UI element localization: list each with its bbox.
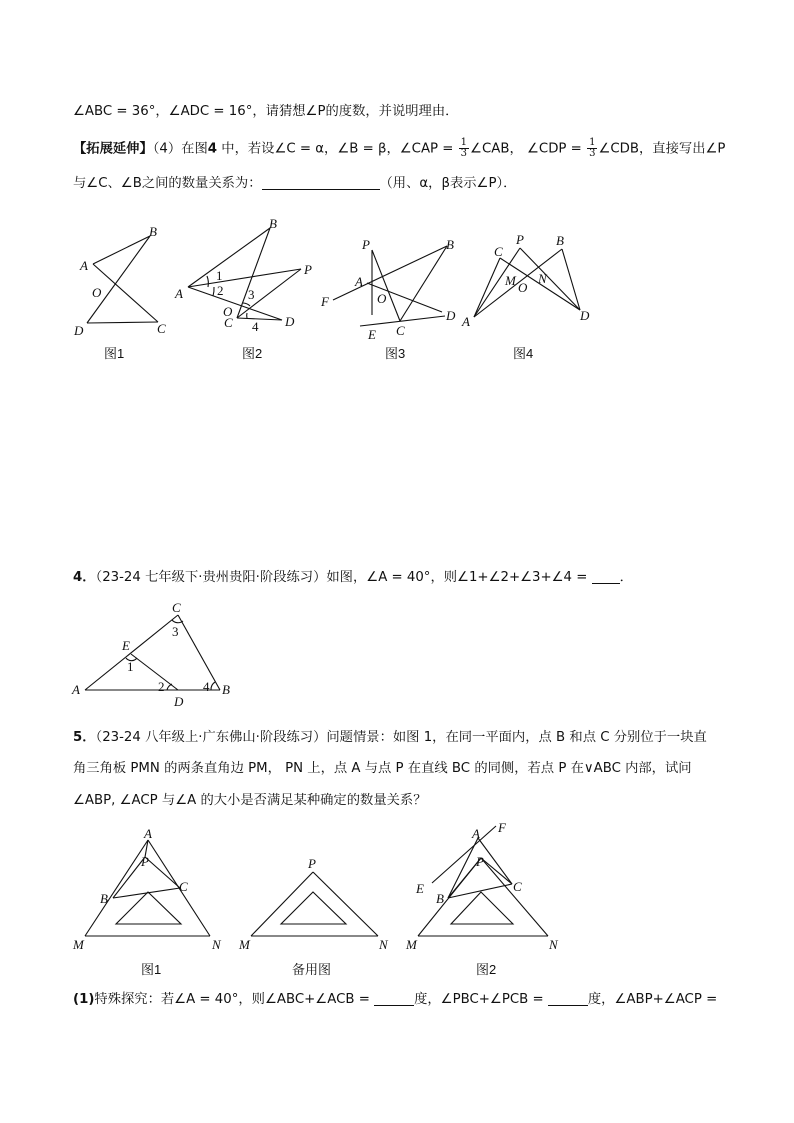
label-P: P — [362, 237, 370, 252]
label-D: D — [74, 323, 84, 338]
q5-source: （23-24 八年级上·广东佛山·阶段练习） — [95, 730, 327, 745]
label-D: D — [174, 694, 184, 709]
label-A: A — [472, 826, 480, 841]
extension-tag: 【拓展延伸】 — [73, 141, 153, 157]
label-A: A — [175, 286, 183, 301]
part1-tag: (1) — [73, 992, 95, 1007]
label-A: A — [355, 274, 363, 289]
q3-line2-d: ∠CAB， ∠CDP = — [470, 141, 587, 157]
q5-line3: ∠ABP, ∠ACP 与∠A 的大小是否满足某种确定的数量关系？ — [73, 793, 427, 808]
label-B: B — [100, 891, 108, 906]
figure-q4 — [0, 595, 794, 710]
answer-blank-q4[interactable] — [592, 569, 620, 584]
label-B: B — [446, 237, 454, 252]
label-N: N — [379, 937, 388, 952]
q5-spare-caption: 备用图 — [292, 962, 332, 977]
fraction-one-third-a: $\frac{1}{3}$ — [460, 137, 468, 159]
angle-4: 4 — [252, 319, 259, 334]
label-C: C — [513, 879, 522, 894]
q5-number: 5． — [73, 730, 96, 745]
label-B: B — [269, 216, 277, 231]
q3-line3 — [73, 175, 516, 193]
q3-line1: ∠ABC = 36°，∠ADC = 16°，请猜想∠P的度数，并说明理由． — [73, 104, 459, 119]
label-M: M — [505, 273, 516, 288]
q3-line2-c: 中，若设∠C = α，∠B = β，∠CAP = — [217, 141, 458, 157]
q3-line2 — [73, 138, 725, 159]
label-E: E — [416, 881, 424, 896]
label-A: A — [72, 682, 80, 697]
label-D: D — [285, 314, 295, 329]
label-O: O — [223, 304, 233, 319]
answer-blank-pbc-pcb[interactable] — [548, 991, 588, 1006]
q5-fig2-caption: 图2 — [476, 962, 497, 977]
label-B: B — [149, 224, 157, 239]
angle-2: 2 — [217, 283, 224, 298]
q5-part1: (1)特殊探究：若∠A = 40°，则∠ABC+∠ACB = 度，∠PBC+∠PCB = 度，∠ABP+∠ACP = — [73, 992, 718, 1007]
label-F: F — [321, 294, 329, 309]
label-N: N — [549, 937, 558, 952]
label-P: P — [308, 856, 316, 871]
label-C: C — [172, 600, 181, 615]
label-B: B — [222, 682, 230, 697]
label-A: A — [462, 314, 470, 329]
angle-1: 1 — [216, 268, 223, 283]
label-C: C — [179, 879, 188, 894]
label-D: D — [580, 308, 590, 323]
q4-source: （23-24 七年级下·贵州贵阳·阶段练习） — [95, 570, 327, 585]
q5-line1: 5．（23-24 八年级上·广东佛山·阶段练习）问题情景：如图 1，在同一平面内，点 B 和点 C 分别位于一块直 — [73, 730, 707, 745]
q3-line3-a: 与∠C、∠B之间的数量关系为： — [73, 176, 262, 191]
label-B: B — [556, 233, 564, 248]
label-A: A — [144, 826, 152, 841]
label-C: C — [224, 315, 233, 330]
label-M: M — [73, 937, 84, 952]
angle-4: 4 — [203, 679, 210, 694]
angle-1: 1 — [127, 659, 134, 674]
label-N: N — [538, 271, 547, 286]
label-M: M — [406, 937, 417, 952]
label-C: C — [396, 323, 405, 338]
label-C: C — [157, 321, 166, 336]
label-B: B — [436, 891, 444, 906]
angle-3: 3 — [248, 287, 255, 302]
fig4-caption: 图4 — [513, 346, 534, 361]
q4-number: 4． — [73, 570, 96, 585]
label-F: F — [498, 820, 506, 835]
label-P: P — [304, 262, 312, 277]
label-O: O — [518, 280, 528, 295]
label-E: E — [122, 638, 130, 653]
q4-text: 如图，∠A = 40°，则∠1+∠2+∠3+∠4 = — [326, 570, 592, 585]
label-M: M — [239, 937, 250, 952]
q4-line: 4．（23-24 七年级下·贵州贵阳·阶段练习）如图，∠A = 40°，则∠1+∠2+∠3+∠4 = ． — [73, 570, 633, 585]
fraction-one-third-b: $\frac{1}{3}$ — [589, 137, 596, 159]
fig2-caption: 图2 — [242, 346, 263, 361]
fig1-caption: 图1 — [104, 346, 125, 361]
label-P: P — [476, 854, 484, 869]
q3-line3-b: （用、α，β表示∠P）． — [379, 176, 517, 191]
answer-blank-q3[interactable] — [262, 175, 380, 190]
label-E: E — [368, 327, 376, 342]
q3-fig-ref: 4 — [207, 141, 218, 157]
angle-3: 3 — [172, 624, 179, 639]
label-C: C — [494, 244, 503, 259]
label-O: O — [92, 285, 102, 300]
angle-2: 2 — [158, 679, 165, 694]
label-N: N — [212, 937, 221, 952]
fig3-caption: 图3 — [385, 346, 406, 361]
label-D: D — [446, 308, 456, 323]
answer-blank-abc-acb[interactable] — [374, 991, 414, 1006]
q3-line2-e: ∠CDB，直接写出∠P — [598, 141, 726, 157]
label-P: P — [516, 232, 524, 247]
figures-q5 — [0, 818, 794, 958]
label-P: P — [141, 854, 149, 869]
label-O: O — [377, 291, 387, 306]
q5-fig1-caption: 图1 — [141, 962, 162, 977]
q5-line2: 角三角板 PMN 的两条直角边 PM， PN 上，点 A 与点 P 在直线 BC 的同侧，若点 P 在∨ABC 内部，试问 — [73, 761, 692, 776]
q3-line2-a: （4）在图 — [152, 141, 208, 157]
label-A: A — [80, 258, 88, 273]
